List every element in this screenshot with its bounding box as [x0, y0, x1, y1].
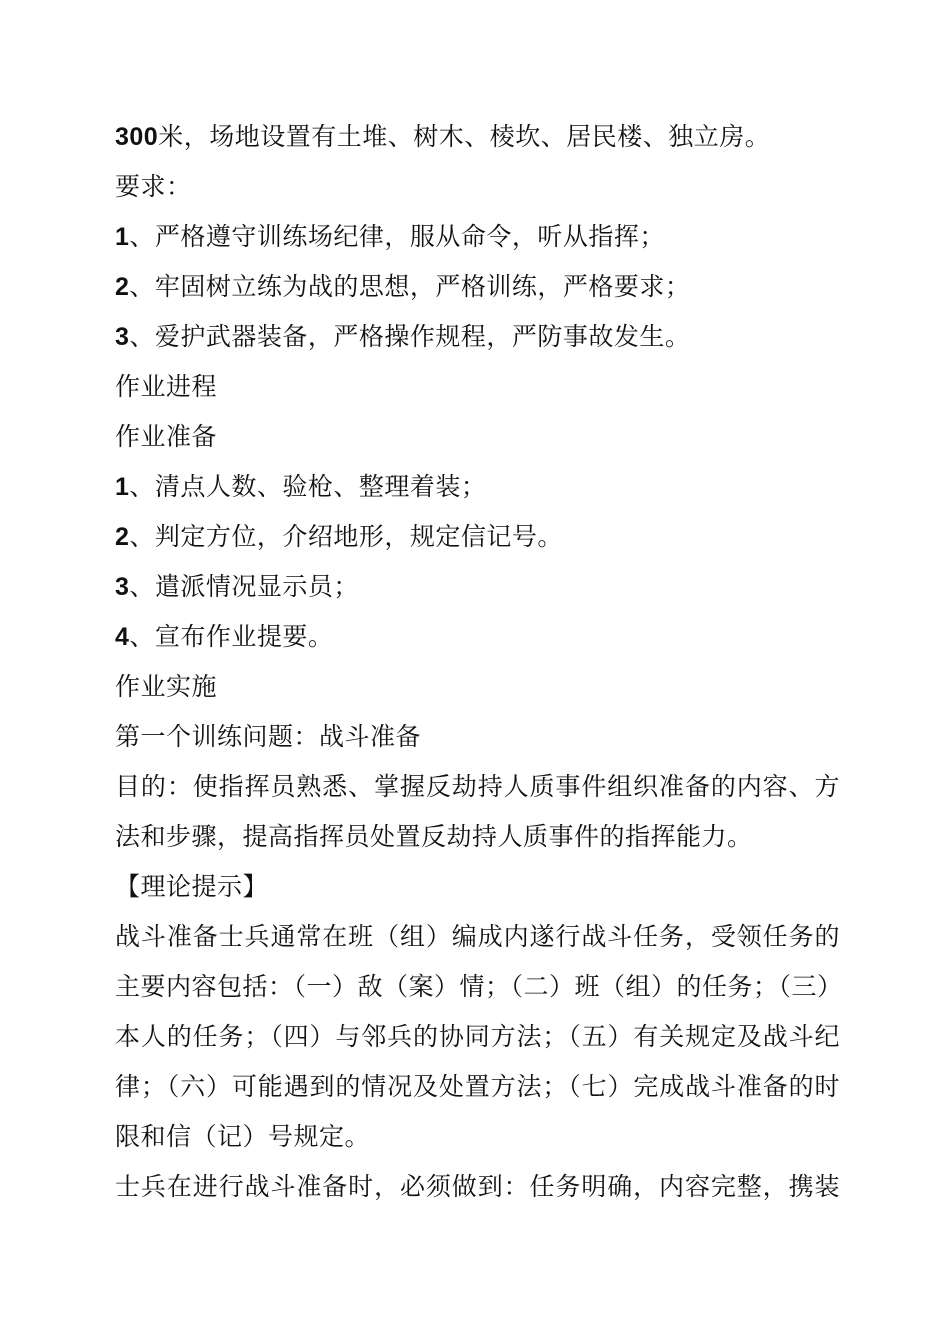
paragraph-combat-prep	[115, 912, 843, 1162]
list-number: 2	[115, 273, 130, 301]
list-number: 4	[115, 623, 130, 651]
heading-theory-tip: 【理论提示】	[115, 872, 269, 901]
paragraph-line: 主要内容包括：（一）敌（案）情；（二）班（组）的任务；（三）	[115, 972, 843, 1001]
list-number: 1	[115, 473, 130, 501]
list-item-requirement-2	[115, 262, 840, 312]
paragraph-line: 士兵在进行战斗准备时，必须做到：任务明确，内容完整，携装	[115, 1172, 840, 1201]
heading-preparation: 作业准备	[115, 422, 218, 451]
paragraph-purpose	[115, 762, 840, 862]
heading-implementation: 作业实施	[115, 672, 218, 701]
list-text: 、爱护武器装备，严格操作规程，严防事故发生。	[129, 322, 691, 351]
list-item-prep-1	[115, 462, 840, 512]
line-number: 300	[115, 123, 159, 151]
list-text: 、遣派情况显示员；	[129, 572, 359, 601]
list-text: 、清点人数、验枪、整理着装；	[129, 472, 487, 501]
heading-requirements: 要求：	[115, 172, 192, 201]
list-text: 、宣布作业提要。	[129, 622, 334, 651]
list-number: 3	[115, 573, 130, 601]
list-item-prep-2	[115, 512, 840, 562]
list-text: 、判定方位，介绍地形，规定信记号。	[129, 522, 563, 551]
list-item-prep-4	[115, 612, 840, 662]
list-number: 2	[115, 523, 130, 551]
list-item-requirement-1	[115, 212, 840, 262]
document-page	[115, 112, 843, 1212]
list-item-prep-3	[115, 562, 840, 612]
paragraph-line: 限和信（记）号规定。	[115, 1122, 371, 1151]
paragraph-line: 本人的任务；（四）与邻兵的协同方法；（五）有关规定及战斗纪	[115, 1022, 840, 1051]
list-number: 1	[115, 223, 130, 251]
text-line-venue	[115, 112, 840, 162]
paragraph-soldier-prep	[115, 1162, 840, 1212]
paragraph-line: 律；（六）可能遇到的情况及处置方法；（七）完成战斗准备的时	[115, 1072, 840, 1101]
heading-training-question-1: 第一个训练问题：战斗准备	[115, 722, 422, 751]
paragraph-line: 战斗准备士兵通常在班（组）编成内遂行战斗任务，受领任务的	[115, 922, 840, 951]
line-text: 米，场地设置有土堆、树木、棱坎、居民楼、独立房。	[158, 122, 771, 151]
list-text: 、严格遵守训练场纪律，服从命令，听从指挥；	[129, 222, 665, 251]
list-number: 3	[115, 323, 130, 351]
list-item-requirement-3	[115, 312, 840, 362]
list-text: 、牢固树立练为战的思想，严格训练，严格要求；	[129, 272, 691, 301]
paragraph-line: 目的：使指挥员熟悉、掌握反劫持人质事件组织准备的内容、方	[115, 772, 840, 801]
paragraph-line: 法和步骤，提高指挥员处置反劫持人质事件的指挥能力。	[115, 822, 753, 851]
heading-process: 作业进程	[115, 372, 218, 401]
